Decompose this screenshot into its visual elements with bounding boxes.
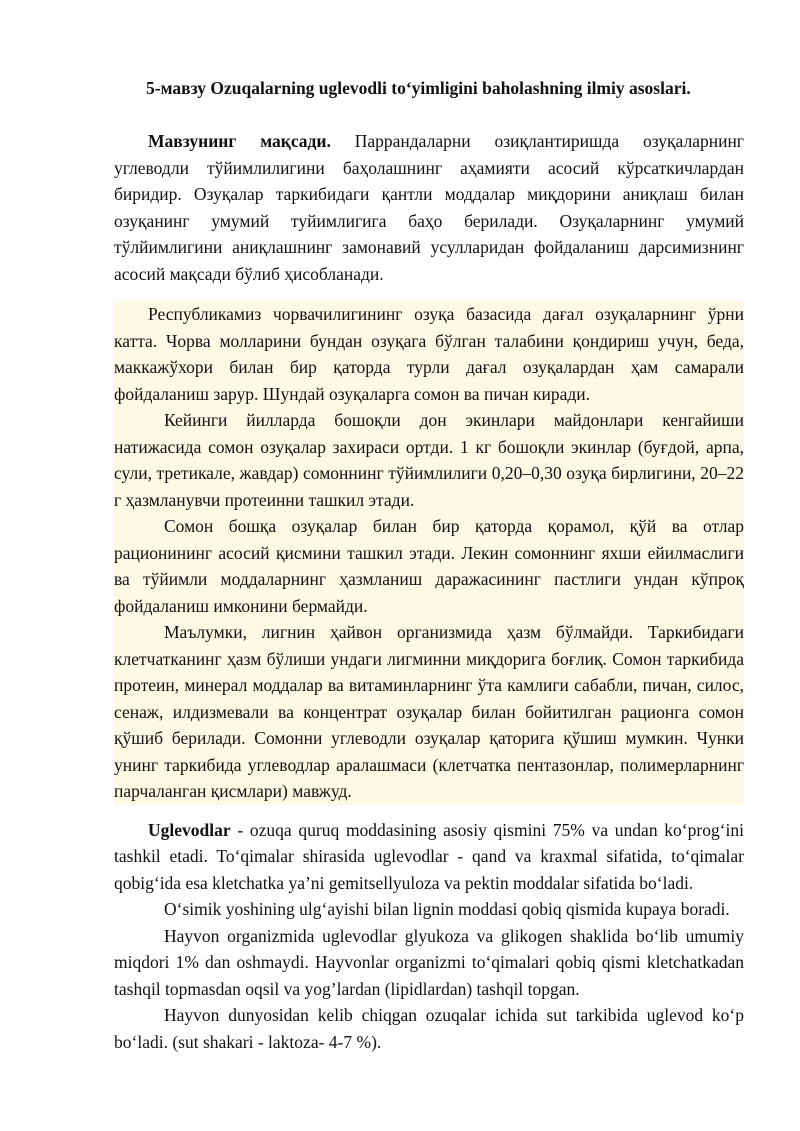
paragraph-milk-sugar: Hayvon dunyosidan kelib chiqgan ozuqalar ichida sut tarkibida uglevod ko‘p bo‘ladi. (sut shakari - laktoza- 4-7 %). [114, 1005, 744, 1052]
paragraph-uglevodlar [114, 817, 744, 897]
goal-label: Мавзунинг мақсади. [148, 131, 331, 151]
uglevodlar-text: - ozuqa quruq moddasining asosiy qismini 75% va undan ko‘prog‘ini tashkil etadi. To‘qimalar shirasida uglevodlar - qand va kraxmal sifatida, to‘qimalar qobig‘ida esa kletchatka ya’ni gemitsellyuloza va pektin moddalar sifatida bo‘ladi. [114, 819, 744, 893]
goal-paragraph [114, 128, 744, 287]
page-title: 5-мавзу Ozuqalarning uglevodli to‘yimligini baholashning ilmiy asoslari. [146, 78, 691, 98]
paragraph-lignin: Маълумки, лигнин ҳайвон организмида ҳазм бўлмайди. Таркибидаги клетчатканинг ҳазм бўлиши ундаги лигминни миқдорига боғлиқ. Сомон таркибида протеин, минерал моддалар ва витаминларнинг ўта камлиги сабабли, пичан, силос, сенаж, илдизмевали ва концентрат озуқалар билан бойитилган рационга сомон қўшиб берилади. Сомонни углеводли озуқалар қаторига қўшиш мумкин. Чунки унинг таркибида углеводлар аралашмаси (клетчатка пентазонлар, полимерларнинг парчаланган қисмлари) мавжуд. [114, 622, 744, 801]
goal-text: Паррандаларни озиқлантиришда озуқаларнинг углеводли тўйимлилигини баҳолашнинг аҳамияти асосий кўрсаткичлардан биридир. Озуқалар таркибидаги қантли моддалар миқдорини аниқлаш билан озуқанинг умумий туйимлигига баҳо берилади. Озуқаларнинг умумий тўлйимлигини аниқлашнинг замонавий усулларидан фойдаланиш дарсимизнинг асосий мақсади бўлиб ҳисобланади. [114, 131, 744, 284]
paragraph-straw-ration: Сомон бошқа озуқалар билан бир қаторда қорамол, қўй ва отлар рационининг асосий қисмини ташкил этади. Лекин сомоннинг яхши ейилмаслиги ва тўйимли моддаларнинг ҳазмланиш даражасининг пастлиги ундан кўпроқ фойдаланиш имконини бермайди. [114, 516, 744, 616]
paragraph-straw-reserves: Кейинги йилларда бошоқли дон экинлари майдонлари кенгайиши натижасида сомон озуқалар захираси ортди. 1 кг бошоқли экинлар (буғдой, арпа, сули, третикале, жавдар) сомоннинг тўйимлилиги 0,20–0,30 озуқа бирлигини, 20–22 г ҳазмланувчи протеинни ташкил этади. [114, 410, 744, 510]
paragraph-feed-base: Республикамиз чорвачилигининг озуқа базасида дағал озуқаларнинг ўрни катта. Чорва молларини бундан озуқага бўлган талабини қондириш учун, беда, маккажўхори билан бир қаторда турли дағал озуқалардан ҳам самарали фойдаланиш зарур. Шундай озуқаларга сомон ва пичан киради. [114, 304, 744, 404]
paragraph-animal-organism: Hayvon organizmida uglevodlar glyukoza va glikogen shaklida bo‘lib umumiy miqdori 1% dan oshmaydi. Hayvonlar organizmi to‘qimalari qobiq qismi kletchatkadan tashqil topmasdan oqsil va yog’lardan (lipidlardan) tashqil topgan. [114, 925, 744, 999]
paragraph-plant-age: O‘simik yoshining ulg‘ayishi bilan lignin moddasi qobiq qismida kupaya boradi. [164, 899, 730, 919]
highlighted-section [114, 301, 744, 805]
uglevodlar-label: Uglevodlar [148, 819, 231, 840]
